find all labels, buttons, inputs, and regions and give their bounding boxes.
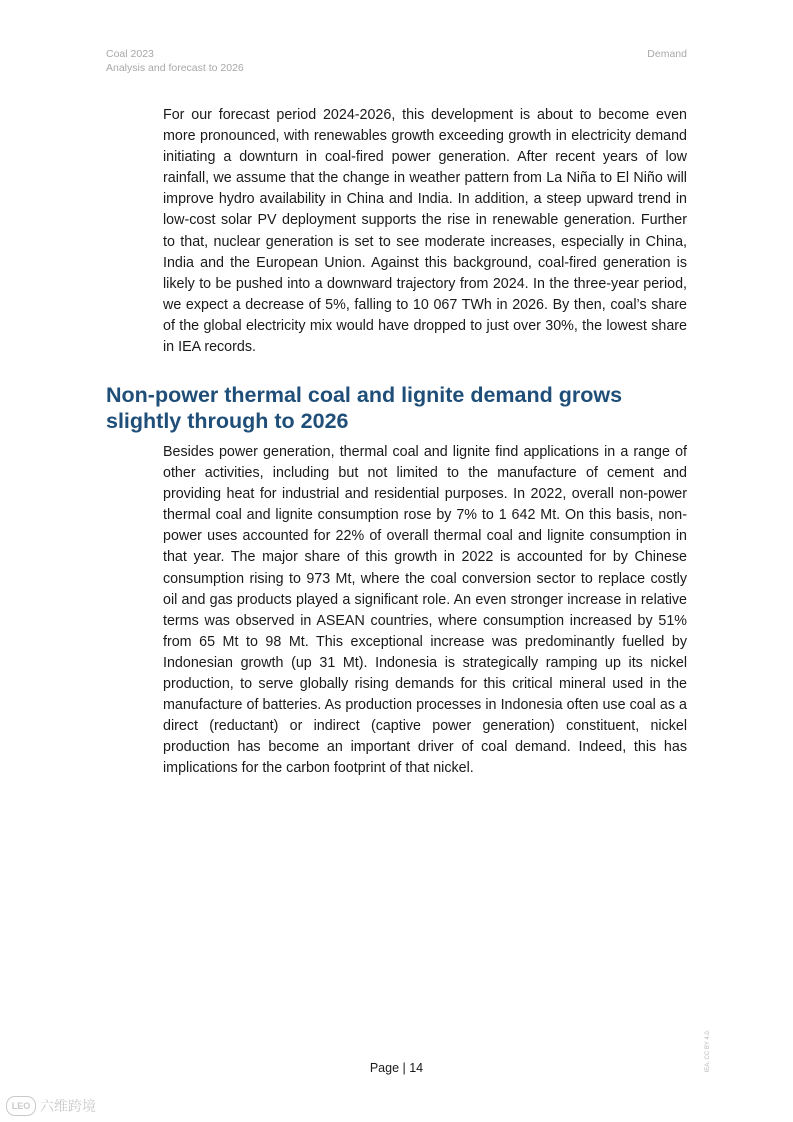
report-header bbox=[106, 47, 244, 75]
section-label: Demand bbox=[647, 48, 687, 60]
paragraph-forecast-period: For our forecast period 2024-2026, this development is about to become even more pronounced, with renewables growth exceeding growth in electricity demand initiating a downturn in coal-fired power generation. After recent years of low rainfall, we assume that the change in weather pattern from La Niña to El Niño will improve hydro availability in China and India. In addition, a steep upward trend in low-cost solar PV deployment supports the rise in renewable generation. Further to that, nuclear generation is set to see moderate increases, especially in China, India and the European Union. Against this background, coal-fired generation is likely to be pushed into a downward trajectory from 2024. In the three-year period, we expect a decrease of 5%, falling to 10 067 TWh in 2026. By then, coal’s share of the global electricity mix would have dropped to just over 30%, the lowest share in IEA records. bbox=[163, 107, 687, 356]
page-number: Page | 14 bbox=[369, 1061, 424, 1075]
watermark-brand: 六维跨境 bbox=[40, 1098, 96, 1114]
license-note: IEA. CC BY 4.0. bbox=[705, 1029, 711, 1073]
report-subtitle: Analysis and forecast to 2026 bbox=[106, 62, 244, 74]
paragraph-non-power-demand: Besides power generation, thermal coal and lignite find applications in a range of other activities, including but not limited to the manufacture of cement and providing heat for industrial and residential purposes. In 2022, overall non-power thermal coal and lignite consumption rose by 7% to 1 642 Mt. On this basis, non-power uses accounted for 22% of overall thermal coal and lignite consumption in that year. The major share of this growth in 2022 is accounted for by Chinese consumption rising to 973 Mt, where the coal conversion sector to replace costly oil and gas products played a significant role. An even stronger increase in relative terms was observed in ASEAN countries, where consumption increased by 51% from 65 Mt to 98 Mt. This exceptional increase was predominantly fuelled by Indonesian growth (up 31 Mt). Indonesia is strategically ramping up its nickel production, to serve globally rising demands for this critical mineral used in the manufacture of batteries. As production processes in Indonesia often use coal as a direct (reductant) or indirect (captive power generation) constituent, nickel production has become an important driver of coal demand. Indeed, this has implications for the carbon footprint of that nickel. bbox=[163, 444, 687, 777]
watermark bbox=[6, 1096, 96, 1116]
report-title: Coal 2023 bbox=[106, 48, 154, 60]
section-heading: Non-power thermal coal and lignite demand grows slightly through to 2026 bbox=[106, 383, 623, 433]
watermark-logo-icon: LEO bbox=[6, 1096, 36, 1116]
